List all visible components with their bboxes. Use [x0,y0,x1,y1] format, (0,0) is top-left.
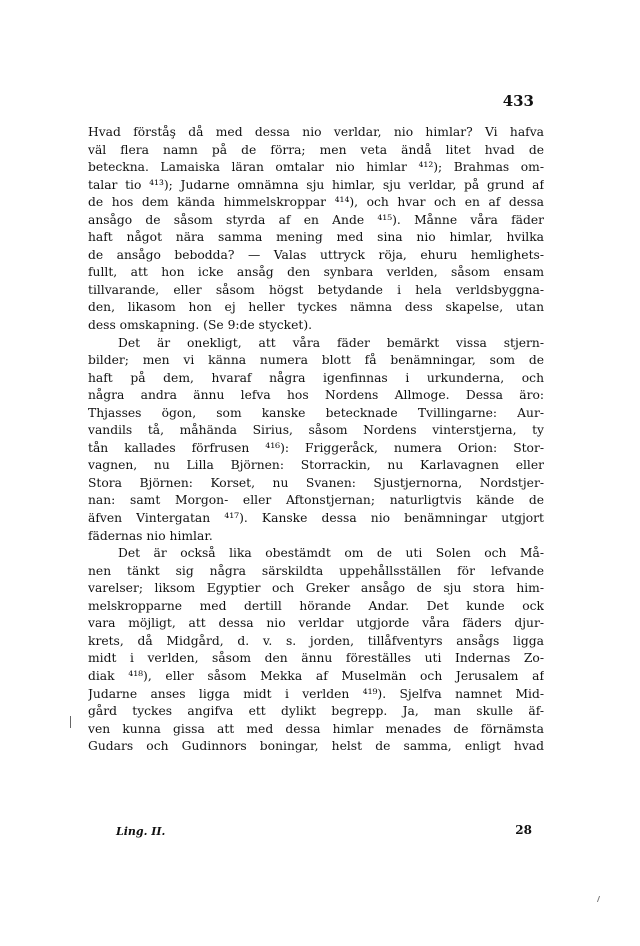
text-line: Judarne anses ligga midt i verlden ⁴¹⁹). Sjelfva namnet Mid- [88,686,544,701]
margin-speck [597,896,603,902]
text-line: Stora Björnen: Korset, nu Svanen: Sjustjernorna, Nordstjer- [88,475,544,490]
text-line: Det är onekligt, att våra fäder bemärkt vissa stjern- [118,335,544,350]
text-line: väl flera namn på de förra; men veta ändå litet hvad de [88,142,544,157]
text-line: nan: samt Morgon- eller Aftonstjernan; naturligtvis kände de [88,493,544,508]
page-number: 433 [502,92,534,110]
margin-speck [70,716,71,728]
text-line: haft något nära samma mening med sina nio himlar, hvilka [88,230,544,245]
text-line: krets, då Midgård, d. v. s. jorden, tillåfventyrs ansågs ligga [88,633,544,648]
text-line: beteckna. Lamaiska läran omtalar nio himlar ⁴¹²); Brahmas om- [88,160,544,175]
text-line: Gudars och Gudinnors boningar, helst de samma, enligt hvad [88,739,544,754]
text-line: de hos dem kända himmelskroppar ⁴¹⁴), och hvar och en af dessa [88,195,544,210]
text-line: varelser; liksom Egyptier och Greker ansågo de sju stora him- [88,581,544,596]
text-line: talar tio ⁴¹³); Judarne omnämna sju himlar, sju verldar, på grund af [88,177,544,192]
text-line: bilder; men vi känna numera blott få benämningar, som de [88,353,544,368]
text-line: dess omskapning. (Se 9:de stycket). [88,318,313,333]
text-line: haft på dem, hvaraf några igenfinnas i urkunderna, och [88,370,544,385]
text-line: den, likasom hon ej heller tyckes nämna dess skapelse, utan [88,300,544,315]
text-line: tån kallades förfrusen ⁴¹⁶): Friggeråck, numera Orion: Stor- [88,440,544,455]
text-line: några andra ännu lefva hos Nordens Allmoge. Dessa äro: [88,388,544,403]
text-line: melskropparne med dertill hörande Andar. Det kunde ock [88,598,544,613]
text-line: vara möjligt, att dessa nio verldar utgjorde våra fäders djur- [88,616,544,631]
text-line: Det är också lika obestämdt om de uti Solen och Må- [118,546,544,561]
body-text [88,124,544,756]
text-line: fädernas nio himlar. [88,528,213,543]
text-line: äfven Vintergatan ⁴¹⁷). Kanske dessa nio benämningar utgjort [88,511,544,526]
text-line: fullt, att hon icke ansåg den synbara verlden, såsom ensam [88,265,544,280]
text-line: Thjasses ögon, som kanske betecknade Tvillingarne: Aur- [88,405,544,420]
footer-sheet-number: 28 [515,823,532,837]
text-line: Hvad förståş då med dessa nio verldar, nio himlar? Vi hafva [88,125,544,139]
text-line: midt i verlden, såsom den ännu föreställes uti Indernas Zo- [88,651,544,666]
text-line: vandils tå, måhända Sirius, såsom Nordens vinterstjerna, ty [88,423,544,438]
text-line: de ansågo bebodda? — Valas uttryck röja, ehuru hemlighets- [88,247,544,262]
text-line: ansågo de såsom styrda af en Ande ⁴¹⁵). Månne våra fäder [88,212,544,227]
text-line: diak ⁴¹⁸), eller såsom Mekka af Muselmän och Jerusalem af [88,668,544,683]
text-line: gård tyckes angifva ett dylikt begrepp. Ja, man skulle äf- [88,704,544,719]
text-line: vagnen, nu Lilla Björnen: Storrackin, nu Karlavagnen eller [88,458,544,473]
text-line: nen tänkt sig några särskildta uppehållsställen för lefvande [88,563,544,578]
text-line: tillvarande, eller såsom högst betydande i hela verldsbyggna- [88,282,544,297]
text-line: ven kunna gissa att med dessa himlar menades de förnämsta [88,721,544,736]
footer-signature: Ling. II. [116,825,166,838]
